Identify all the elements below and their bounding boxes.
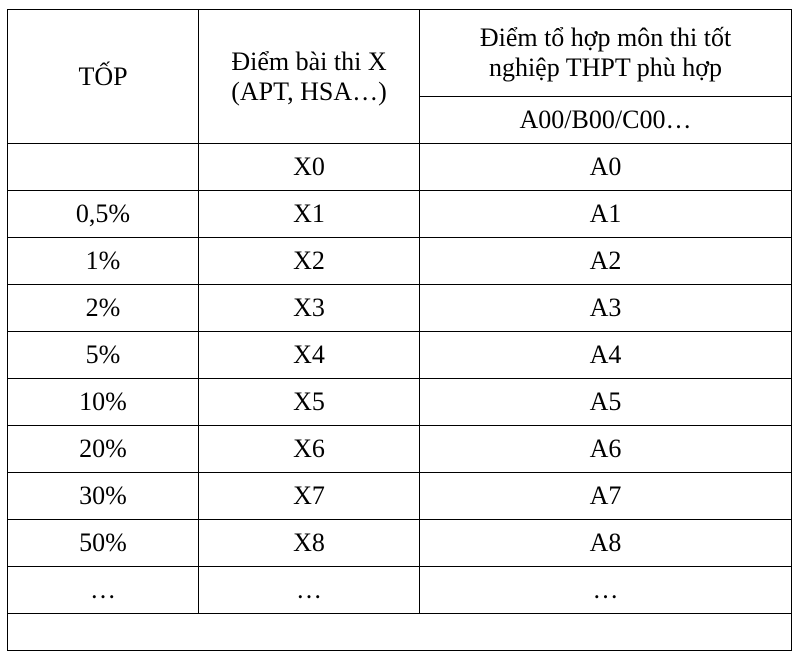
table-row bbox=[8, 332, 792, 379]
cell-top: 2% bbox=[8, 285, 199, 332]
header-score-x-line2: (APT, HSA…) bbox=[231, 76, 387, 106]
cell-a: A3 bbox=[420, 285, 792, 332]
cell-top bbox=[8, 144, 199, 191]
table-footer-row bbox=[8, 614, 792, 651]
cell-a: A8 bbox=[420, 520, 792, 567]
cell-a: A0 bbox=[420, 144, 792, 191]
cell-x: X4 bbox=[199, 332, 420, 379]
cell-top: 20% bbox=[8, 426, 199, 473]
cell-a: A2 bbox=[420, 238, 792, 285]
table-row bbox=[8, 426, 792, 473]
header-combo-sub-label: A00/B00/C00… bbox=[519, 105, 692, 134]
cell-a: A6 bbox=[420, 426, 792, 473]
cell-top: 0,5% bbox=[8, 191, 199, 238]
score-conversion-table bbox=[7, 9, 792, 651]
header-top bbox=[8, 10, 199, 144]
cell-top: 1% bbox=[8, 238, 199, 285]
cell-a: A4 bbox=[420, 332, 792, 379]
table-row bbox=[8, 285, 792, 332]
cell-top: … bbox=[8, 567, 199, 614]
table-row bbox=[8, 144, 792, 191]
cell-x: X3 bbox=[199, 285, 420, 332]
cell-top: 50% bbox=[8, 520, 199, 567]
cell-x: X6 bbox=[199, 426, 420, 473]
cell-x: … bbox=[199, 567, 420, 614]
cell-footer-blank bbox=[8, 614, 792, 651]
header-score-x bbox=[199, 10, 420, 144]
header-row bbox=[8, 10, 792, 97]
cell-a: A1 bbox=[420, 191, 792, 238]
cell-top: 10% bbox=[8, 379, 199, 426]
cell-x: X5 bbox=[199, 379, 420, 426]
table-row bbox=[8, 379, 792, 426]
table-row bbox=[8, 567, 792, 614]
cell-x: X7 bbox=[199, 473, 420, 520]
cell-top: 5% bbox=[8, 332, 199, 379]
cell-a: A5 bbox=[420, 379, 792, 426]
header-combo bbox=[420, 10, 792, 97]
header-top-label: TỐP bbox=[78, 61, 128, 91]
table-row bbox=[8, 473, 792, 520]
cell-x: X1 bbox=[199, 191, 420, 238]
cell-x: X0 bbox=[199, 144, 420, 191]
cell-x: X2 bbox=[199, 238, 420, 285]
table-row bbox=[8, 238, 792, 285]
header-combo-line2: nghiệp THPT phù hợp bbox=[488, 53, 723, 82]
cell-a: … bbox=[420, 567, 792, 614]
header-combo-sub bbox=[420, 97, 792, 144]
table-row bbox=[8, 520, 792, 567]
header-combo-line1: Điểm tổ hợp môn thi tốt bbox=[479, 23, 732, 52]
cell-top: 30% bbox=[8, 473, 199, 520]
header-score-x-line1: Điểm bài thi X bbox=[231, 46, 387, 76]
table-row bbox=[8, 191, 792, 238]
cell-a: A7 bbox=[420, 473, 792, 520]
cell-x: X8 bbox=[199, 520, 420, 567]
